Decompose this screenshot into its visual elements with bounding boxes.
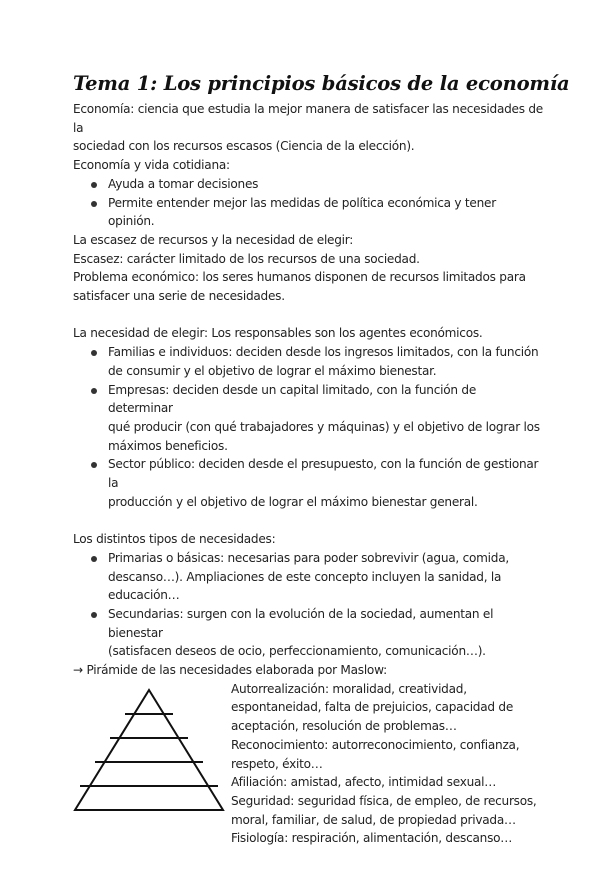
maslow-pyramid-section [73, 680, 543, 870]
list-item-text: Empresas: deciden desde un capital limitado, con la función de determinar [108, 382, 477, 416]
list-item [73, 455, 543, 511]
paragraph-gap [73, 306, 543, 325]
agentes-economicos-list [73, 343, 543, 511]
economia-definition-line-1: Economía: ciencia que estudia la mejor manera de satisfacer las necesidades de la [73, 102, 543, 135]
list-item-text: de consumir y el objetivo de lograr el máximo bienestar. [108, 363, 437, 378]
list-item [73, 549, 543, 605]
list-item [73, 343, 543, 380]
list-item-text: Ayuda a tomar decisiones [108, 176, 259, 191]
maslow-heading: → Pirámide de las necesidades elaborada por Maslow: [73, 663, 387, 678]
page-title: Tema 1: Los principios básicos de la economía [73, 72, 570, 95]
level-autorrealizacion: aceptación, resolución de problemas… [231, 719, 457, 734]
escasez-definition: Escasez: carácter limitado de los recursos de una sociedad. [73, 251, 420, 266]
maslow-pyramid-diagram [73, 688, 225, 812]
list-item-text: producción y el objetivo de lograr el máximo bienestar general. [108, 494, 478, 509]
list-item-text: Familias e individuos: deciden desde los ingresos limitados, con la función [108, 345, 539, 360]
level-reconocimiento: respeto, éxito… [231, 756, 323, 771]
level-autorrealizacion: Autorrealización: moralidad, creatividad, [231, 681, 467, 696]
pyramid-levels-text [231, 680, 543, 848]
list-item [73, 381, 543, 456]
level-seguridad: moral, familiar, de salud, de propiedad privada… [231, 812, 516, 827]
list-item-text: (satisfacen deseos de ocio, perfeccionamiento, comunicación…). [108, 644, 486, 659]
tipos-necesidades-list [73, 549, 543, 661]
bullet-icon [91, 350, 97, 356]
necesidad-elegir-heading: La necesidad de elegir: Los responsables son los agentes económicos. [73, 326, 483, 341]
pyramid-outline [75, 690, 223, 810]
bullet-icon [91, 182, 97, 188]
escasez-heading: La escasez de recursos y la necesidad de elegir: [73, 232, 354, 247]
vida-cotidiana-heading: Economía y vida cotidiana: [73, 158, 230, 173]
list-item-text: Permite entender mejor las medidas de política económica y tener opinión. [108, 195, 496, 229]
bullet-icon [91, 556, 97, 562]
list-item-text: educación… [108, 588, 180, 603]
list-item-text: qué producir (con qué trabajadores y máquinas) y el objetivo de lograr los [108, 419, 540, 434]
level-afiliacion: Afiliación: amistad, afecto, intimidad sexual… [231, 775, 497, 790]
list-item-text: Sector público: deciden desde el presupuesto, con la función de gestionar la [108, 457, 539, 491]
vida-cotidiana-list [73, 175, 543, 231]
level-seguridad: Seguridad: seguridad física, de empleo, de recursos, [231, 793, 537, 808]
problema-economico-line-2: satisfacer una serie de necesidades. [73, 289, 285, 304]
bullet-icon [91, 462, 97, 468]
bullet-icon [91, 612, 97, 618]
paragraph-gap [73, 511, 543, 530]
document-body [73, 100, 543, 870]
bullet-icon [91, 201, 97, 207]
list-item-text: Secundarias: surgen con la evolución de la sociedad, aumentan el bienestar [108, 606, 494, 640]
economia-definition-line-2: sociedad con los recursos escasos (Ciencia de la elección). [73, 139, 415, 154]
level-autorrealizacion: espontaneidad, falta de prejuicios, capacidad de [231, 700, 514, 715]
bullet-icon [91, 388, 97, 394]
tipos-necesidades-heading: Los distintos tipos de necesidades: [73, 532, 276, 547]
level-reconocimiento: Reconocimiento: autorreconocimiento, confianza, [231, 737, 520, 752]
list-item-text: Primarias o básicas: necesarias para poder sobrevivir (agua, comida, [108, 550, 509, 565]
list-item-text: máximos beneficios. [108, 438, 228, 453]
list-item-text: descanso…). Ampliaciones de este concepto incluyen la sanidad, la [108, 569, 502, 584]
list-item [73, 605, 543, 661]
list-item [73, 194, 543, 231]
list-item [73, 175, 543, 194]
level-fisiologia: Fisiología: respiración, alimentación, descanso… [231, 831, 513, 846]
problema-economico-line-1: Problema económico: los seres humanos disponen de recursos limitados para [73, 270, 526, 285]
